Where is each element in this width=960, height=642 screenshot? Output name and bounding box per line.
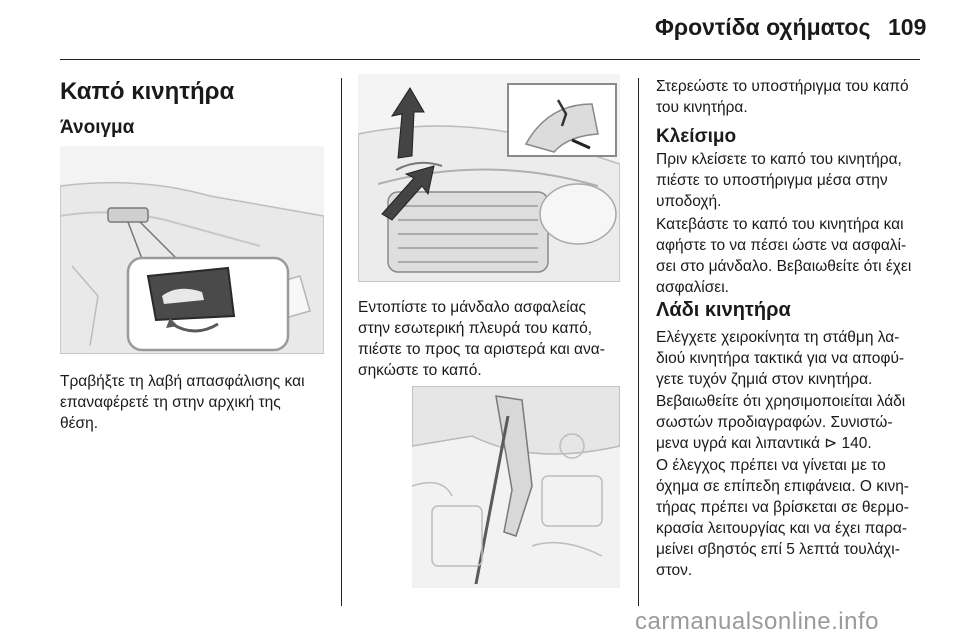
text-line: όχημα σε επίπεδη επιφάνεια. Ο κινη- [656,478,909,495]
paragraph-oil-2 [656,391,951,454]
text-line: θέση. [60,415,99,432]
text-line: γετε τυχόν ζημιά στον κινητήρα. [656,371,873,388]
page-header [0,0,960,60]
text-line: Βεβαιωθείτε ότι χρησιμοποιείται λάδι [656,393,906,410]
paragraph-locate-catch [358,297,633,381]
paragraph-oil-3 [656,455,951,581]
page-number: 109 [888,14,927,40]
paragraph-pull-lever [60,371,330,434]
watermark: carmanualsonline.info [635,608,879,635]
column-divider-2 [638,78,639,606]
text-line: του κινητήρα. [656,99,748,116]
text-line: μενα υγρά και λιπαντικά ⊳ 140. [656,435,872,452]
text-line: πιέστε το προς τα αριστερά και ανα- [358,341,605,358]
header-rule [60,59,920,60]
text-line: Πριν κλείσετε το καπό του κινητήρα, [656,151,902,168]
text-line: Στερεώστε το υποστήριγμα του καπό [656,78,909,95]
text-line: μείνει σβηστός επί 5 λεπτά τουλάχι- [656,541,900,558]
text-line: Τραβήξτε τη λαβή απασφάλισης και [60,373,305,390]
text-line: ασφαλίσει. [656,279,729,296]
column-divider-1 [341,78,342,606]
text-line: κρασία λειτουργίας και να έχει παρα- [656,520,908,537]
subsection-title-closing: Κλείσιμο [656,126,737,147]
chapter-title: Φροντίδα οχήματος [655,14,871,40]
subsection-title-opening: Άνοιγμα [60,117,135,138]
text-line: διού κινητήρα τακτικά για να αποφύ- [656,350,905,367]
text-line: σωστών προδιαγραφών. Συνιστώ- [656,414,893,431]
text-line: τήρας πρέπει να βρίσκεται σε θερμο- [656,499,909,516]
paragraph-closing-2 [656,214,951,298]
text-line: Ελέγχετε χειροκίνητα τη στάθμη λα- [656,329,900,346]
text-line: σει στο μάνδαλο. Βεβαιωθείτε ότι έχει [656,258,912,275]
figure-hood-stay [412,386,620,588]
text-line: στην εσωτερική πλευρά του καπό, [358,320,593,337]
text-line: Εντοπίστε το μάνδαλο ασφαλείας [358,299,587,316]
text-line: αφήστε το να πέσει ώστε να ασφαλί- [656,237,907,254]
text-line: πιέστε το υποστήριγμα μέσα στην [656,172,888,189]
figure-release-lever [60,146,324,354]
section-title-engine-oil: Λάδι κινητήρα [656,299,791,321]
paragraph-oil-1 [656,327,951,390]
text-line: Ο έλεγχος πρέπει να γίνεται με το [656,457,886,474]
text-line: στον. [656,562,693,579]
paragraph-secure-stay [656,76,946,118]
section-title-hood: Καπό κινητήρα [60,78,235,105]
text-line: Κατεβάστε το καπό του κινητήρα και [656,216,904,233]
figure-safety-catch [358,74,620,282]
text-line: σηκώστε το καπό. [358,362,482,379]
text-line: υποδοχή. [656,193,722,210]
text-line: επαναφέρετέ τη στην αρχική της [60,394,281,411]
paragraph-closing-1 [656,149,946,212]
